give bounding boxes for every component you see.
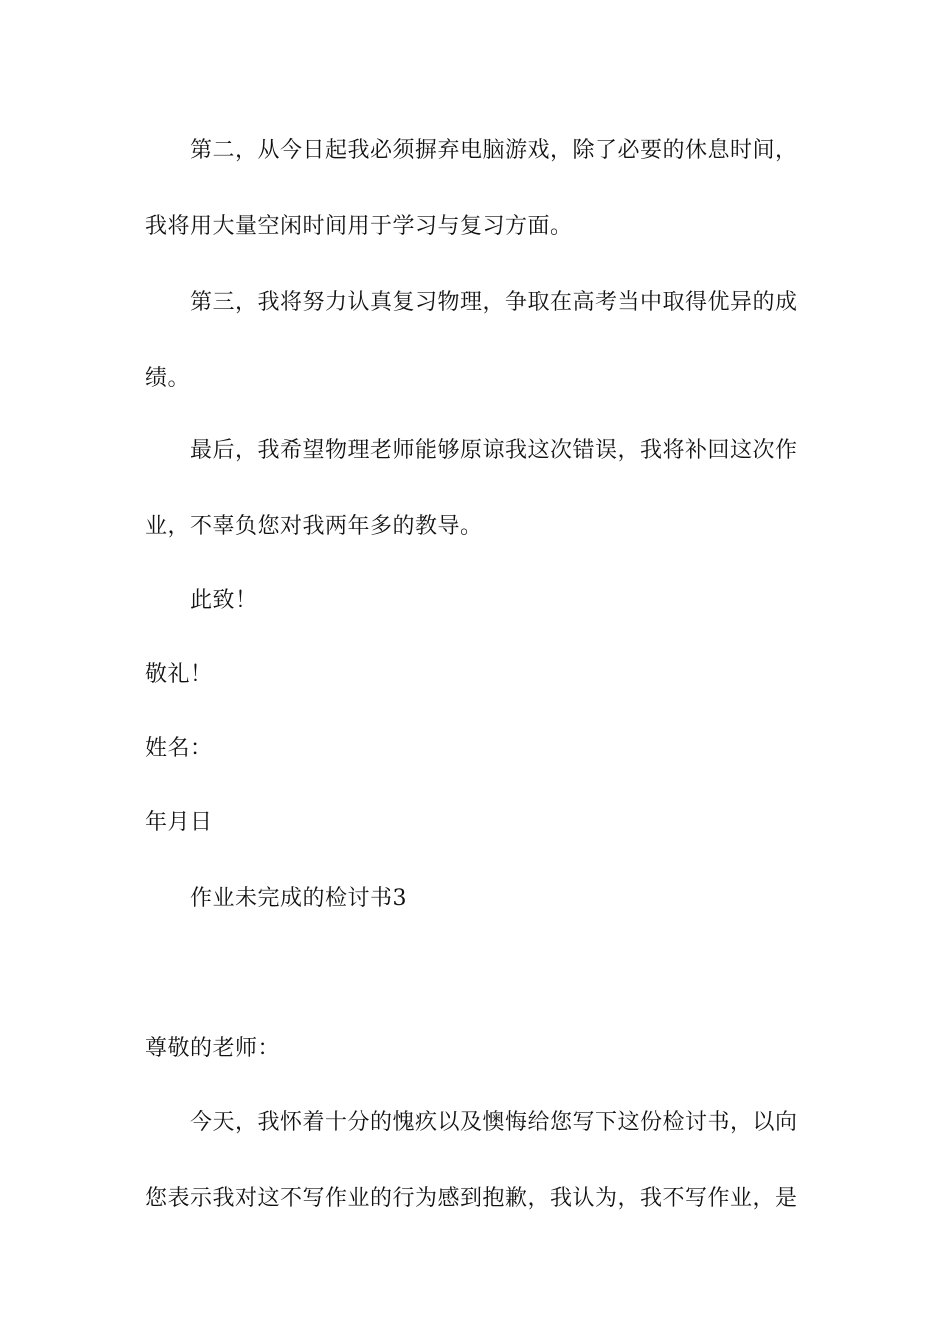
greeting-line: 尊敬的老师： [145, 1036, 281, 1061]
section-title: 作业未完成的检讨书3 [190, 886, 407, 911]
closing-line: 此致！ [190, 588, 258, 613]
paragraph-line: 您表示我对这不写作业的行为感到抱歉，我认为，我不写作业，是 [145, 1186, 798, 1211]
paragraph-line: 绩。 [145, 366, 191, 391]
paragraph-line: 最后，我希望物理老师能够原谅我这次错误，我将补回这次作 [190, 438, 798, 463]
paragraph-line: 第二，从今日起我必须摒弃电脑游戏，除了必要的休息时间， [190, 138, 798, 163]
paragraph-line: 今天，我怀着十分的愧疚以及懊悔给您写下这份检讨书，以向 [190, 1110, 798, 1135]
paragraph-line: 第三，我将努力认真复习物理，争取在高考当中取得优异的成 [190, 290, 798, 315]
name-line: 姓名： [145, 736, 213, 761]
date-line: 年月日 [145, 810, 213, 835]
paragraph-line: 我将用大量空闲时间用于学习与复习方面。 [145, 214, 573, 239]
salutation-line: 敬礼！ [145, 662, 213, 687]
paragraph-line: 业，不辜负您对我两年多的教导。 [145, 514, 483, 539]
